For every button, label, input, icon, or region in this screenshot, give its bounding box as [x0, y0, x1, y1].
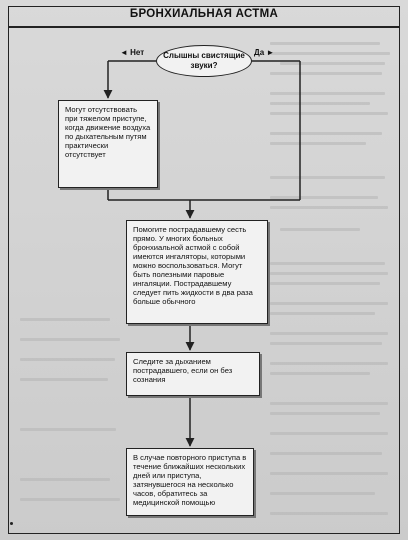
branch-yes-label: Да ►	[254, 48, 275, 57]
branch-no-label: ◄ Нет	[120, 48, 145, 57]
decision-question: Слышны свистящие звуки?	[156, 45, 252, 77]
no-wheeze-box: Могут отсутствовать при тяжелом приступе, когда движение воздуха по дыхательным путям практически отсутствует	[58, 100, 158, 188]
help-patient-box: Помогите пострадавшему сесть прямо. У многих больных бронхиальной астмой с собой имеются ингаляторы, которыми можно воспользоваться. Могут быть полезными паровые ингаляции. Пострадавшему следует пить жидкости в два раза больше обычного	[126, 220, 268, 324]
scan-dot	[10, 522, 13, 525]
diagram-title: БРОНХИАЛЬНАЯ АСТМА	[129, 8, 279, 20]
repeat-attack-box: В случае повторного приступа в течение ближайших нескольких дней или приступа, затянувшегося на несколько часов, обратитесь за медицинской помощью	[126, 448, 254, 516]
watch-breathing-box: Следите за дыханием пострадавшего, если он без сознания	[126, 352, 260, 396]
